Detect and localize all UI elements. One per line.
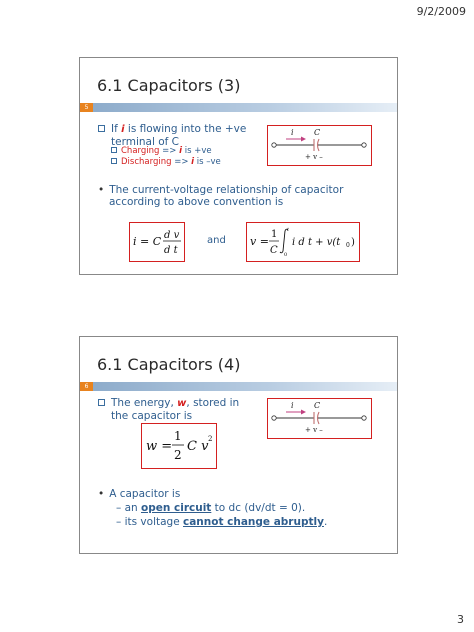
capacitor-symbol-icon (268, 399, 370, 437)
title-bar (80, 382, 397, 391)
round-bullet-icon: • (98, 488, 105, 500)
capacitor-circuit-diagram (267, 125, 372, 166)
slide-6 (79, 336, 398, 554)
slide-number: 6 (80, 382, 93, 391)
capacitor-circuit-diagram (267, 398, 372, 439)
svg-text:C: C (270, 245, 278, 256)
svg-text:C: C (314, 401, 321, 410)
formula-voltage (246, 222, 360, 262)
sub-bullet-discharging: Discharging => i is –ve (111, 157, 221, 168)
svg-text:i = C: i = C (133, 235, 162, 248)
sub-bullet-charging: Charging => i is +ve (111, 146, 212, 157)
bullet-capacitor-is: • A capacitor is (98, 488, 181, 500)
page-number: 3 (457, 613, 464, 626)
svg-text:1: 1 (174, 429, 182, 443)
print-date: 9/2/2009 (416, 5, 466, 18)
square-bullet-icon (111, 158, 117, 164)
bullet-current-flow: If i is flowing into the +ve terminal of C (98, 123, 246, 149)
svg-text:i: i (291, 401, 294, 410)
slide-title: 6.1 Capacitors (4) (97, 355, 241, 374)
svg-text:2: 2 (174, 448, 182, 462)
svg-text:i d t + v(t: i d t + v(t (292, 237, 341, 248)
capacitor-symbol-icon (268, 126, 370, 164)
svg-text:): ) (351, 237, 355, 248)
bullet-iv-relationship: • The current-voltage relationship of capacitor according to above convention is (98, 184, 344, 208)
svg-text:v =: v = (250, 235, 269, 248)
formula-current (129, 222, 185, 262)
formula-energy (141, 423, 217, 469)
dash-open-circuit: – an open circuit to dc (dv/dt = 0). (116, 502, 306, 514)
svg-text:t: t (287, 227, 290, 233)
svg-text:d t: d t (164, 245, 178, 256)
svg-text:0: 0 (284, 252, 288, 258)
square-bullet-icon (98, 125, 105, 132)
slide-5 (79, 57, 398, 275)
svg-text:0: 0 (346, 242, 350, 249)
dash-voltage-abrupt: – its voltage cannot change abruptly. (116, 516, 328, 528)
round-bullet-icon: • (98, 184, 105, 196)
bullet-energy: The energy, w, stored in the capacitor is (98, 397, 239, 423)
and-label: and (207, 235, 226, 246)
svg-text:C v: C v (187, 439, 209, 454)
svg-text:2: 2 (208, 435, 213, 443)
svg-text:d v: d v (164, 230, 180, 241)
title-bar (80, 103, 397, 112)
svg-text:+ v –: + v – (305, 426, 323, 434)
svg-text:1: 1 (271, 229, 278, 240)
slide-number: 5 (80, 103, 93, 112)
square-bullet-icon (98, 399, 105, 406)
svg-text:C: C (314, 128, 321, 137)
slide-title: 6.1 Capacitors (3) (97, 76, 241, 95)
svg-text:+ v –: + v – (305, 153, 323, 161)
svg-text:w =: w = (146, 439, 173, 454)
svg-text:i: i (291, 128, 294, 137)
square-bullet-icon (111, 147, 117, 153)
